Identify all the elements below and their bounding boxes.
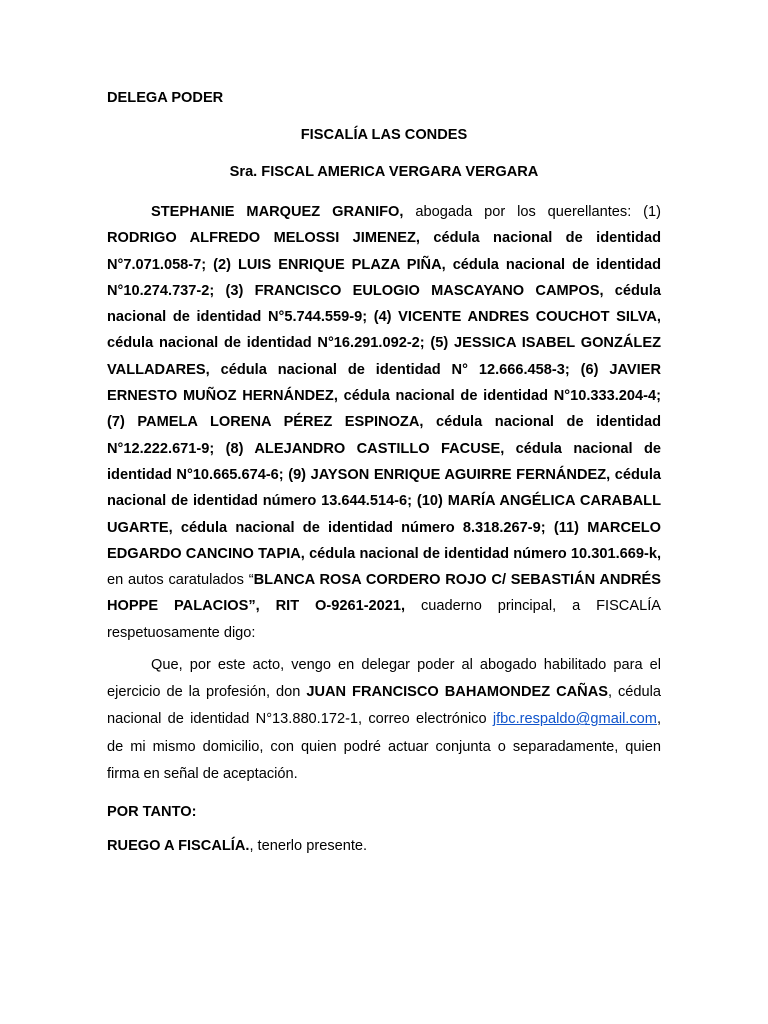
request-rest: , tenerlo presente.: [249, 838, 368, 855]
por-tanto-heading: POR TANTO:: [107, 804, 197, 821]
document-title: DELEGA PODER: [107, 90, 224, 106]
delegate-name: JUAN FRANCISCO BAHAMONDEZ CAÑAS: [306, 684, 608, 701]
intro-text-1: abogada por los querellantes: (1): [403, 204, 661, 220]
addressee-office: FISCALÍA LAS CONDES: [300, 127, 468, 143]
plaintiffs-list: RODRIGO ALFREDO MELOSSI JIMENEZ, cédula nacional de identidad N°7.071.058-7; (2) LUIS ENRIQUE PLAZA PIÑA, cédula nacional de identidad N°10.274.737-2; (3) FRANCISCO EULOGIO MASCAYANO CAMPOS, cédula nacional de identidad N°5.744.559-9; (4) VICENTE ANDRES COUCHOT SILVA, cédula nacional de identidad N°16.291.092-2; (5) JESSICA ISABEL GONZÁLEZ VALLADARES, cédula nacional de identidad N° 12.666.458-3; (6) JAVIER ERNESTO MUÑOZ HERNÁNDEZ, cédula nacional de identidad N°10.333.204-4; (7) PAMELA LORENA PÉREZ ESPINOZA, cédula nacional de identidad N°12.222.671-9; (8) ALEJANDRO CASTILLO FACUSE, cédula nacional de identidad N°10.665.674-6; (9) JAYSON ENRIQUE AGUIRRE FERNÁNDEZ, cédula nacional de identidad número 13.644.514-6; (10) MARÍA ANGÉLICA CARABALL UGARTE, cédula nacional de identidad número 8.318.267-9; (11) MARCELO EDGARDO CANCINO TAPIA, cédula nacional de identidad número 10.301.669-k,: [107, 230, 661, 562]
delegation-text-2: , cédula nacional de identidad N°13.880.172-1, correo electrónico: [107, 684, 661, 728]
document-page: [107, 88, 661, 856]
request-line: [107, 836, 661, 856]
request-bold: RUEGO A FISCALÍA.: [107, 838, 250, 855]
email-link[interactable]: jfbc.respaldo@gmail.com: [492, 711, 657, 728]
addressee-name: Sra. FISCAL AMERICA VERGARA VERGARA: [229, 164, 539, 180]
delegation-paragraph: [107, 652, 661, 788]
intro-paragraph: [107, 199, 661, 646]
lawyer-name: STEPHANIE MARQUEZ GRANIFO,: [151, 204, 404, 220]
case-caption: BLANCA ROSA CORDERO ROJO C/ SEBASTIÁN ANDRÉS HOPPE PALACIOS”, RIT O-9261-2021,: [107, 572, 661, 615]
intro-text-2: en autos caratulados “: [107, 572, 254, 589]
delegation-text-3: , de mi mismo domicilio, con quien podré actuar conjunta o separadamente, quien firma en señal de aceptación.: [107, 711, 661, 782]
delegation-text-1: Que, por este acto, vengo en delegar poder al abogado habilitado para el ejercicio de la profesión, don: [107, 657, 661, 701]
intro-text-3: cuaderno principal, a FISCALÍA respetuosamente digo:: [107, 598, 661, 641]
